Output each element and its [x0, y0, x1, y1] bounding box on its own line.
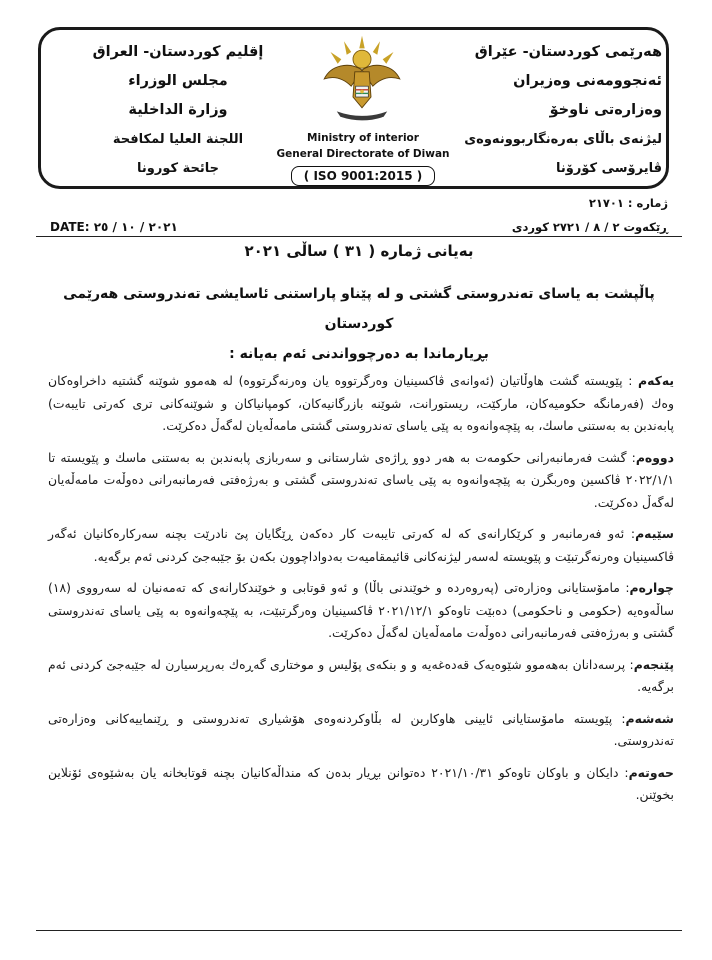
arabic-corona-line: جائحة كورونا — [137, 161, 219, 176]
statement-subtitle — [36, 279, 682, 369]
paragraph-lead: دووەم — [635, 449, 674, 465]
kurdish-council-line: ئەنجوومەنی وەزیران — [513, 73, 662, 89]
paragraph-text: : پێویستە گشت هاوڵاتیان (ئەوانەی ڤاکسینیان وەرگرتووە یان وەرنەگرتووە) لە هەموو شوێنە گشتیە داخراوەکان وەك (فەرمانگە حکومیەکان، مارکێت، ریستورانت، شوێنە بازرگانیەکان، کومپانیاکان و شوێنەکانی تری کەرتی تایبەت) پابەندبن بە بەستنی ماسك، بە پێچەوانەوە بە پێی یاسای تەندروستی گشتی مامەڵەیان لەگەڵ دەکرێت. — [48, 373, 674, 433]
statement-subtitle-line-2: بڕیارماندا بە دەرچوواندنی ئەم بەیانە : — [229, 346, 489, 362]
paragraph-text: : پێویستە مامۆستایانی ئایینی هاوکاربن لە بڵاوکردنەوەی هۆشیاری تەندروستی و ڕێنماییەکانی وەزارەتی تەندروستی. — [48, 710, 674, 748]
header-divider — [36, 236, 682, 237]
footer-divider — [36, 930, 682, 931]
paragraph-6 — [48, 708, 674, 753]
gregorian-date: DATE: ٢٠٢١ / ١٠ / ٢٥ — [50, 220, 178, 234]
arabic-ministry-line: وزارة الداخلية — [128, 102, 228, 118]
paragraph-text: : مامۆستایانی وەزارەتی (پەروەردە و خوێندنی باڵا) و ئەو قوتابی و خوێندکارانەی کە تەمەنیان لە سەرووی (١٨) ساڵەوەیە (حکومی و ناحکومی) دەبێت تاوەکو ٢٠٢١/١٢/١ ڤاکسینیان وەرگرتبێت، بە پێچەوانەوە بە پێی یاسای تەندروستی گشتی و بەرژەفتی فەرمانبەرانی دەوڵەت مامەڵەیان لەگەڵ دەکرێت. — [48, 580, 674, 640]
paragraph-1 — [48, 370, 674, 438]
paragraph-lead: شەشەم — [625, 710, 674, 726]
arabic-committee-line: اللجنة العليا لمكافحة — [112, 132, 244, 147]
paragraph-7 — [48, 762, 674, 807]
paragraph-lead: پێنجەم — [633, 656, 674, 672]
paragraph-lead: حەوتەم — [628, 764, 674, 780]
statement-title: بەیانی ژمارە ( ٣١ ) ساڵی ٢٠٢١ — [244, 242, 474, 260]
paragraph-text: : ئەو فەرمانبەر و کرێکارانەی کە لە کەرتی تایبەت کار دەکەن ڕێگایان پێ نادرێت بچنە سەرکارەکانیان ئەگەر ڤاکسینیان وەرنەگرتبێت و پێویستە لەسەر لیژنەکانی قائیمقامیەت بەدواداچوون بکەن بۆ جێبەجێ کردنی ئەم برگەیە. — [48, 526, 674, 564]
paragraph-4 — [48, 577, 674, 645]
arabic-region-line: إقليم كوردستان- العراق — [92, 44, 264, 60]
paragraph-lead: یەکەم — [638, 373, 674, 388]
kurdish-letterhead — [442, 38, 662, 183]
english-directorate-line: General Directorate of Diwan — [276, 148, 450, 160]
kurdish-corona-line: ڤایرۆسی کۆرۆنا — [556, 161, 662, 176]
arabic-council-line: مجلس الوزراء — [128, 73, 228, 89]
paragraph-2 — [48, 447, 674, 515]
english-ministry-block — [268, 130, 458, 186]
emblem-block — [286, 34, 438, 124]
iso-badge: ( ISO 9001:2015 ) — [291, 166, 435, 186]
paragraph-3 — [48, 523, 674, 568]
paragraph-5 — [48, 654, 674, 699]
kurdistan-emblem-icon — [317, 34, 407, 124]
document-number: ژمارە : ٢١٧٠١ — [588, 196, 668, 210]
statement-body — [48, 370, 674, 816]
english-ministry-line: Ministry of interior — [307, 132, 419, 144]
arabic-letterhead — [68, 38, 288, 183]
paragraph-text: : گشت فەرمانبەرانی حکومەت بە هەر دوو ڕاژەی شارستانی و سەربازی پابەندبن بە بەستنی ماسك و پێویستە تا ٢٠٢٢/١/١ ڤاکسین وەربگرن بە پێچەوانەوە بە پێی یاسای تەندروستی گشتی و بەرژەفتی فەرمانبەرانی دەوڵەت مامەڵەیان لەگەڵ دەکرێت. — [48, 449, 674, 510]
kurdish-ministry-line: وەزارەتی ناوخۆ — [549, 102, 662, 118]
paragraph-lead: سێیەم — [635, 526, 674, 541]
kurdish-region-line: هەرێمی کوردستان- عێراق — [474, 44, 662, 60]
paragraph-lead: چوارەم — [629, 580, 674, 595]
kurdish-date: ڕێکەوت ٢ / ٨ / ٢٧٢١ کوردی — [511, 220, 668, 234]
paragraph-text: : دایکان و باوکان تاوەکو ٢٠٢١/١٠/٣١ دەتوانن بڕیار بدەن کە منداڵەکانیان بچنە قوتابخانە یان بەشێوەی ئۆنلاین بخوێنن. — [48, 764, 674, 802]
statement-subtitle-line-1: پاڵپشت بە یاسای تەندروستی گشتی و لە پێناو پاراستنی ئاسایشی تەندروستی هەرێمی کوردستان — [63, 286, 655, 332]
kurdish-committee-line: لیژنەی باڵای بەرەنگاربوونەوەی — [464, 132, 662, 147]
paragraph-text: : پرسەدانان بەهەموو شێوەیەک قەدەغەیە و و بنکەی پۆلیس و موختاری گەڕەك بەرپرسیارن لە جێبەجێ کردنی ئەم برگەیە. — [48, 656, 674, 694]
